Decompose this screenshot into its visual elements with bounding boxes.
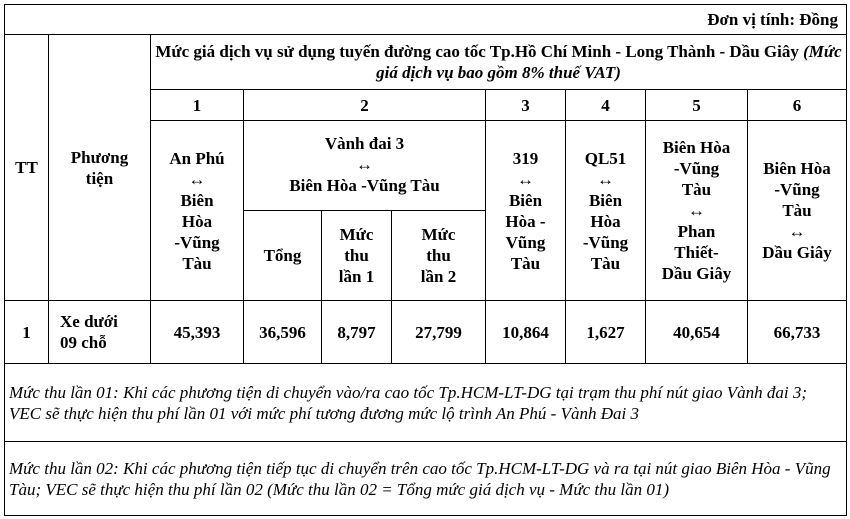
- value-ql51-bien-hoa: 1,627: [566, 301, 646, 364]
- row-vehicle: Xe dưới 09 chỗ: [49, 301, 151, 364]
- col-number-3: 3: [486, 90, 566, 121]
- route-bien-hoa-phan-thiet-dau-giay: Biên Hòa -Vũng Tàu ↔ Phan Thiết- Dầu Giây: [646, 121, 748, 301]
- fee-title-main: Mức giá dịch vụ sử dụng tuyến đường cao tốc Tp.Hồ Chí Minh - Long Thành - Dầu Giây: [155, 42, 799, 61]
- col-number-5: 5: [646, 90, 748, 121]
- note-first-charge: Mức thu lần 01: Khi các phương tiện di chuyển vào/ra cao tốc Tp.HCM-LT-DG tại trạm thu phí nút giao Vành đai 3; VEC sẽ thực hiện thu phí lần 01 với mức phí tương đương mức lộ trình An Phú - Vành Đai 3: [5, 364, 847, 442]
- header-fee-title: [151, 35, 847, 90]
- header-tt: TT: [5, 35, 49, 301]
- header-vehicle: Phương tiện: [49, 35, 151, 301]
- note-second-charge: Mức thu lần 02: Khi các phương tiện tiếp tục di chuyển trên cao tốc Tp.HCM-LT-DG và ra tại nút giao Biên Hòa - Vũng Tàu; VEC sẽ thực hiện thu phí lần 02 (Mức thu lần 02 = Tổng mức giá dịch vụ - Mức thu lần 01): [5, 442, 847, 516]
- route-ql51-bien-hoa-vung-tau: QL51 ↔ Biên Hòa -Vũng Tàu: [566, 121, 646, 301]
- value-an-phu-bien-hoa: 45,393: [151, 301, 244, 364]
- fee-title-note: (Mức giá dịch vụ bao gồm 8% thuế VAT): [376, 42, 842, 82]
- route-319-bien-hoa-vung-tau: 319 ↔ Biên Hòa - Vũng Tàu: [486, 121, 566, 301]
- col-number-1: 1: [151, 90, 244, 121]
- unit-label: Đơn vị tính: Đồng: [5, 5, 847, 35]
- subheader-total: Tổng: [244, 211, 322, 301]
- toll-fee-table: [4, 4, 847, 516]
- col-number-6: 6: [748, 90, 847, 121]
- value-first-charge: 8,797: [322, 301, 392, 364]
- col-number-4: 4: [566, 90, 646, 121]
- table-row: [5, 301, 847, 364]
- value-bien-hoa-dau-giay: 66,733: [748, 301, 847, 364]
- value-bien-hoa-phan-thiet: 40,654: [646, 301, 748, 364]
- col-number-2: 2: [244, 90, 486, 121]
- subheader-second-charge: Mức thu lần 2: [392, 211, 486, 301]
- route-vanh-dai-3-bien-hoa-vung-tau: Vành đai 3 ↔ Biên Hòa -Vũng Tàu: [244, 121, 486, 211]
- value-second-charge: 27,799: [392, 301, 486, 364]
- row-tt: 1: [5, 301, 49, 364]
- subheader-first-charge: Mức thu lần 1: [322, 211, 392, 301]
- route-an-phu-bien-hoa-vung-tau: An Phú ↔ Biên Hòa -Vũng Tàu: [151, 121, 244, 301]
- route-bien-hoa-dau-giay: Biên Hòa -Vũng Tàu ↔ Dầu Giây: [748, 121, 847, 301]
- value-319-bien-hoa: 10,864: [486, 301, 566, 364]
- value-vanh-dai-3-total: 36,596: [244, 301, 322, 364]
